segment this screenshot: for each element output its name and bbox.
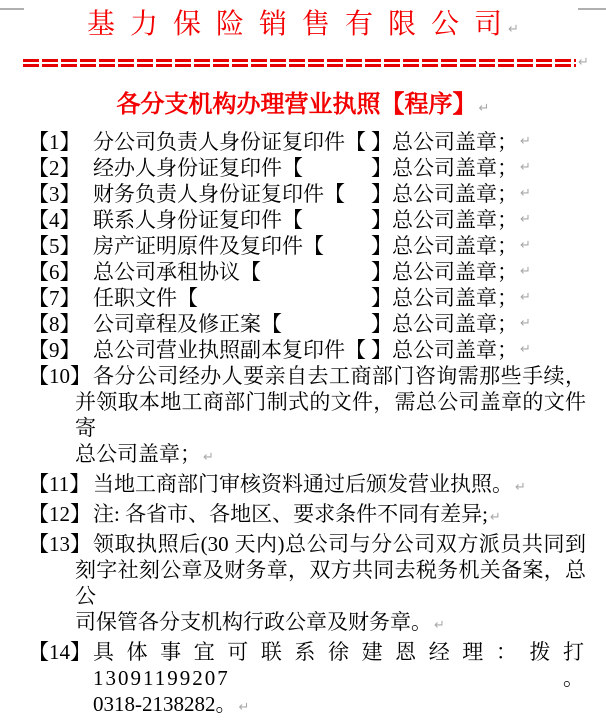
item-number: 【1】 xyxy=(28,130,81,154)
paragraph-mark: ↵ xyxy=(520,264,531,279)
item-seal-text: 】总公司盖章； xyxy=(371,182,518,206)
item-seal-text: 】总公司盖章； xyxy=(371,208,518,232)
item-requirement-text: 总公司营业执照副本复印件【 xyxy=(93,338,366,362)
item-requirement-text: 分公司负责人身份证复印件【 xyxy=(93,130,366,154)
section-heading: 各分支机构办理营业执照【程序】 xyxy=(116,92,477,118)
item-bracket-line xyxy=(93,285,518,311)
item-seal-text: 】总公司盖章； xyxy=(371,234,518,258)
item-bracket-line xyxy=(93,207,518,233)
list-item xyxy=(28,285,606,311)
item-paragraph xyxy=(93,639,586,721)
double-dashed-rule xyxy=(23,59,576,67)
list-item xyxy=(28,471,606,501)
item-paragraph xyxy=(75,363,586,471)
item-number: 【4】 xyxy=(28,208,81,232)
item-number: 【5】 xyxy=(28,234,81,258)
item-text-line xyxy=(93,363,586,389)
rule-bar-bottom xyxy=(23,64,576,67)
paragraph-mark: ↵ xyxy=(520,238,531,253)
item-bracket-line xyxy=(93,337,518,363)
paragraph-mark: ↵ xyxy=(578,55,589,70)
paragraph-mark: ↵ xyxy=(520,316,531,331)
list-item xyxy=(28,207,606,233)
item-requirement-text: 任职文件【 xyxy=(93,286,198,310)
item-text-line xyxy=(93,471,586,501)
item-text: 0318-2138282。 xyxy=(93,692,237,716)
item-paragraph xyxy=(93,471,586,501)
item-seal-text: 】总公司盖章； xyxy=(371,130,518,154)
paragraph-mark: ↵ xyxy=(520,160,531,175)
item-number: 【14】 xyxy=(28,640,91,664)
paragraph-mark: ↵ xyxy=(434,618,445,633)
paragraph-mark: ↵ xyxy=(238,700,250,715)
paragraph-mark: ↵ xyxy=(489,510,501,525)
item-text: 刻字社刻公章及财务章，双方共同去税务机关备案，总公 xyxy=(75,558,586,608)
item-text: 领取执照后(30 天内)总公司与分公司双方派员共同到 xyxy=(93,532,586,556)
item-bracket-line xyxy=(93,129,518,155)
item-requirement-text: 联系人身份证复印件【 xyxy=(93,208,303,232)
item-number: 【8】 xyxy=(28,312,81,336)
paragraph-mark: ↵ xyxy=(520,342,531,357)
item-requirement-text: 房产证明原件及复印件【 xyxy=(93,234,324,258)
item-text-line xyxy=(93,531,586,557)
item-text-line xyxy=(75,441,586,471)
item-text-line xyxy=(75,557,586,609)
paragraph-mark: ↵ xyxy=(520,212,531,227)
list-item xyxy=(28,501,606,531)
item-text-line xyxy=(75,609,586,639)
list-item xyxy=(28,259,606,285)
list-item xyxy=(28,337,606,363)
item-text: 各分公司经办人要亲自去工商部门咨询需那些手续， xyxy=(93,364,586,388)
item-requirement-text: 财务负责人身份证复印件【 xyxy=(93,182,345,206)
item-bracket-line xyxy=(93,155,518,181)
company-title: 基 力 保 险 销 售 有 限 公 司 xyxy=(87,9,507,40)
list-item xyxy=(28,155,606,181)
item-text: 具体事宜可联系徐建恩经理：拨打 13091199207。 xyxy=(93,640,586,690)
paragraph-mark: ↵ xyxy=(515,480,526,495)
item-requirement-text: 总公司承租协议【 xyxy=(93,260,261,284)
item-text-line xyxy=(75,389,586,441)
item-requirement-text: 经办人身份证复印件【 xyxy=(93,156,303,180)
procedure-list xyxy=(28,129,606,721)
list-item xyxy=(28,129,606,155)
item-requirement-text: 公司章程及修正案【 xyxy=(93,312,282,336)
item-text: 当地工商部门审核资料通过后颁发营业执照。 xyxy=(93,472,513,496)
list-item xyxy=(28,639,606,721)
item-bracket-line xyxy=(93,233,518,259)
list-item xyxy=(28,311,606,337)
item-seal-text: 】总公司盖章； xyxy=(371,338,518,362)
item-seal-text: 】总公司盖章； xyxy=(371,156,518,180)
item-text: 总公司盖章； xyxy=(75,442,201,466)
list-item xyxy=(28,363,606,471)
item-text-line xyxy=(93,501,586,531)
item-number: 【3】 xyxy=(28,182,81,206)
item-number: 【2】 xyxy=(28,156,81,180)
paragraph-mark: ↵ xyxy=(520,186,531,201)
paragraph-mark: ↵ xyxy=(508,22,519,37)
item-number: 【13】 xyxy=(28,532,91,556)
page-edge-left xyxy=(0,8,24,10)
paragraph-mark: ↵ xyxy=(520,290,531,305)
item-bracket-line xyxy=(93,259,518,285)
item-seal-text: 】总公司盖章； xyxy=(371,312,518,336)
item-number: 【6】 xyxy=(28,260,81,284)
heading-row xyxy=(0,90,606,120)
page-edge-right xyxy=(578,8,606,10)
item-seal-text: 】总公司盖章； xyxy=(371,260,518,284)
item-number: 【10】 xyxy=(28,364,91,388)
item-text-line xyxy=(93,639,586,691)
list-item xyxy=(28,531,606,639)
item-number: 【9】 xyxy=(28,338,81,362)
item-number: 【7】 xyxy=(28,286,81,310)
item-number: 【11】 xyxy=(28,472,91,496)
item-bracket-line xyxy=(93,311,518,337)
paragraph-mark: ↵ xyxy=(203,450,214,465)
paragraph-mark: ↵ xyxy=(520,134,531,149)
item-bracket-line xyxy=(93,181,518,207)
item-seal-text: 】总公司盖章； xyxy=(371,286,518,310)
item-text: 注: 各省市、各地区、要求条件不同有差异; xyxy=(93,502,488,526)
item-number: 【12】 xyxy=(28,502,91,526)
item-paragraph xyxy=(93,501,586,531)
item-text: 司保管各分支机构行政公章及财务章。 xyxy=(75,610,432,634)
document-page xyxy=(0,8,606,716)
paragraph-mark: ↵ xyxy=(478,101,490,116)
double-rule-row xyxy=(23,55,606,70)
rule-bar-top xyxy=(23,59,576,62)
list-item xyxy=(28,181,606,207)
item-text-line xyxy=(93,691,586,721)
list-item xyxy=(28,233,606,259)
item-text: 并领取本地工商部门制式的文件，需总公司盖章的文件寄 xyxy=(75,390,586,440)
item-paragraph xyxy=(75,531,586,639)
title-row xyxy=(0,8,606,42)
